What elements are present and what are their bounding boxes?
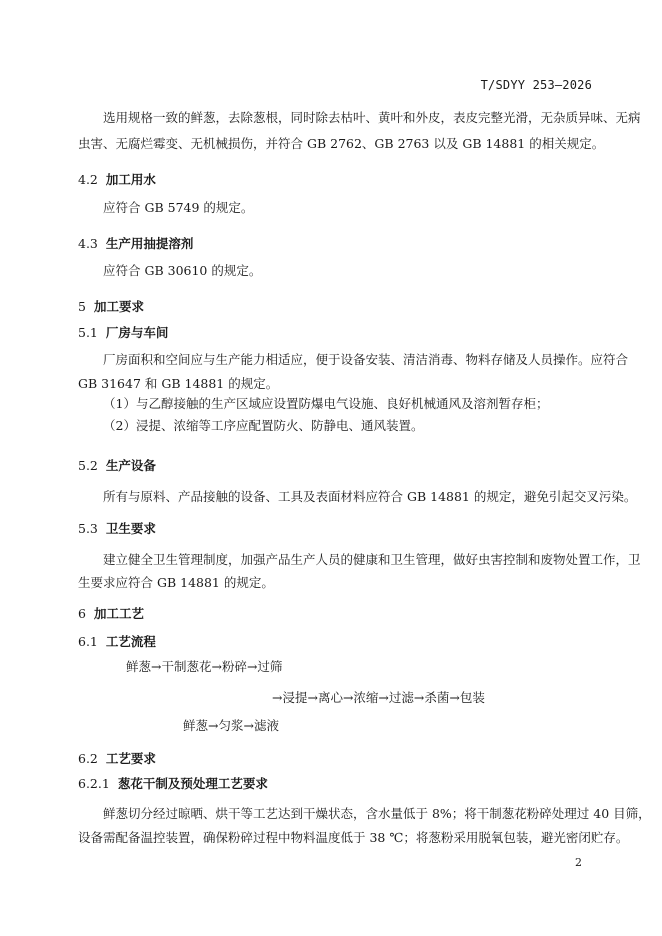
process-flow-line: 鲜葱→干制葱花→粉碎→过筛 [126, 659, 283, 674]
paragraph-line: 所有与原料、产品接触的设备、工具及表面材料应符合 GB 14881 的规定，避免引起交叉污染。 [103, 489, 637, 504]
paragraph-line: 设备需配备温控装置，确保粉碎过程中物料温度低于 38 ℃；将葱粉采用脱氧包装，避光密闭贮存。 [78, 830, 629, 845]
paragraph-line: 选用规格一致的鲜葱，去除葱根，同时除去枯叶、黄叶和外皮，表皮完整光滑，无杂质异味、无病 [103, 110, 641, 125]
section-heading-6-2-1 [78, 774, 268, 792]
section-title: 加工工艺 [93, 606, 144, 621]
section-title: 工艺流程 [105, 634, 156, 649]
section-number: 6 [78, 606, 86, 621]
section-heading-5-3 [78, 519, 156, 537]
section-heading-4-2 [78, 170, 156, 188]
section-number: 6.1 [78, 634, 98, 649]
section-title: 卫生要求 [105, 521, 156, 536]
section-heading-5-1 [78, 323, 168, 341]
section-heading-6-1 [78, 632, 156, 650]
section-title: 生产设备 [105, 458, 156, 473]
paragraph-line: 鲜葱切分经过晾晒、烘干等工艺达到干燥状态，含水量低于 8%；将干制葱花粉碎处理过 40 目筛， [103, 806, 651, 821]
document-code: T/SDYY 253—2026 [480, 78, 592, 92]
section-heading-5-2 [78, 456, 156, 474]
paragraph-line: 建立健全卫生管理制度，加强产品生产人员的健康和卫生管理，做好虫害控制和废物处置工作，卫 [103, 552, 641, 567]
paragraph-line: GB 31647 和 GB 14881 的规定。 [78, 376, 279, 391]
process-flow-line: 鲜葱→匀浆→滤液 [183, 718, 279, 733]
page-number: 2 [575, 856, 582, 869]
process-flow-line: →浸提→离心→浓缩→过滤→杀菌→包装 [272, 690, 485, 705]
section-number: 5.1 [78, 325, 98, 340]
section-number: 6.2.1 [78, 776, 110, 791]
section-number: 6.2 [78, 751, 98, 766]
paragraph-line: 应符合 GB 30610 的规定。 [103, 263, 262, 278]
section-heading-4-3 [78, 234, 193, 252]
paragraph-line: 应符合 GB 5749 的规定。 [103, 200, 254, 215]
section-number: 4.2 [78, 172, 98, 187]
paragraph-line: 虫害、无腐烂霉变、无机械损伤，并符合 GB 2762、GB 2763 以及 GB 14881 的相关规定。 [78, 136, 605, 151]
list-item: （1）与乙醇接触的生产区域应设置防爆电气设施、良好机械通风及溶剂暂存柜； [103, 396, 549, 411]
list-item: （2）浸提、浓缩等工序应配置防火、防静电、通风装置。 [103, 418, 424, 433]
section-number: 4.3 [78, 236, 98, 251]
paragraph-line: 生要求应符合 GB 14881 的规定。 [78, 575, 274, 590]
section-title: 加工用水 [105, 172, 156, 187]
section-heading-6 [78, 604, 144, 622]
section-number: 5.2 [78, 458, 98, 473]
section-title: 葱花干制及预处理工艺要求 [117, 776, 268, 791]
section-heading-6-2 [78, 749, 156, 767]
paragraph-line: 厂房面积和空间应与生产能力相适应，便于设备安装、清洁消毒、物料存储及人员操作。应符合 [103, 352, 629, 367]
section-title: 工艺要求 [105, 751, 156, 766]
section-number: 5.3 [78, 521, 98, 536]
section-number: 5 [78, 299, 86, 314]
section-title: 厂房与车间 [105, 325, 169, 340]
section-title: 生产用抽提溶剂 [105, 236, 194, 251]
section-heading-5 [78, 297, 144, 315]
section-title: 加工要求 [93, 299, 144, 314]
